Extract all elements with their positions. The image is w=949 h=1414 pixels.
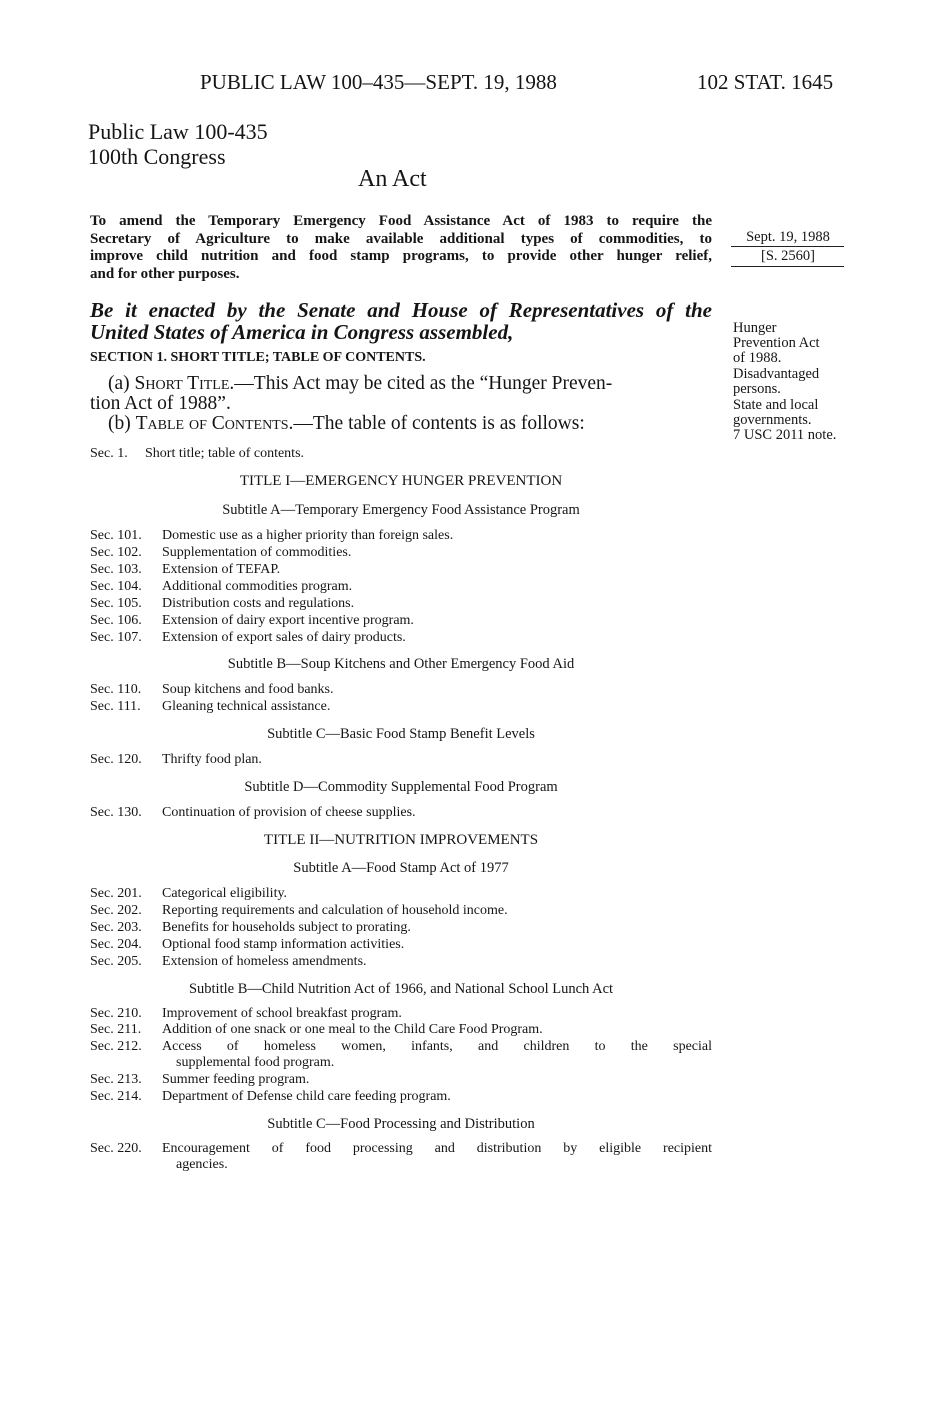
- sidebar-rule: [731, 246, 844, 247]
- toc-row: [90, 920, 411, 937]
- toc-subtitle-heading: Subtitle B—Soup Kitchens and Other Emergency Food Aid: [227, 656, 575, 672]
- toc-sec-num: Sec. 107.: [90, 630, 142, 645]
- toc-sec-num: Sec. 203.: [90, 920, 142, 935]
- margin-note-line: 7 USC 2011 note.: [733, 427, 837, 443]
- an-act-heading: An Act: [358, 166, 427, 192]
- margin-note-line: persons.: [733, 381, 781, 397]
- toc-sec-title: Short title; table of contents.: [145, 446, 305, 461]
- toc-sec-title: Extension of TEFAP.: [162, 562, 281, 577]
- toc-sec-num: Sec. 202.: [90, 903, 142, 918]
- toc-sec-title: Soup kitchens and food banks.: [162, 682, 334, 697]
- toc-row: [90, 752, 262, 769]
- toc-sec-num: Sec. 111.: [90, 699, 141, 714]
- toc-row: [90, 596, 354, 613]
- long-title-line: To amend the Temporary Emergency Food Assistance Act of 1983 to require the: [90, 213, 712, 229]
- toc-row: [90, 562, 280, 579]
- margin-note-line: governments.: [733, 412, 812, 428]
- toc-sec-title: Gleaning technical assistance.: [162, 699, 331, 714]
- toc-sec-num: Sec. 1.: [90, 446, 128, 461]
- toc-row: [90, 545, 351, 562]
- toc-sec-num: Sec. 102.: [90, 545, 142, 560]
- toc-row: [90, 1006, 402, 1023]
- toc-sec-title: Optional food stamp information activities.: [162, 937, 405, 952]
- long-title-line: and for other purposes.: [90, 265, 240, 282]
- toc-sec-title: Continuation of provision of cheese supplies.: [162, 805, 416, 820]
- long-title: [90, 213, 712, 283]
- sidebar-rule: [731, 266, 844, 267]
- toc-sec-num: Sec. 210.: [90, 1006, 142, 1021]
- toc-sec-title: Extension of export sales of dairy products.: [162, 630, 406, 645]
- toc-subtitle-heading: Subtitle A—Temporary Emergency Food Assistance Program: [222, 502, 580, 518]
- long-title-line: Secretary of Agriculture to make available additional types of commodities, to: [90, 230, 712, 247]
- toc-sec-title: Summer feeding program.: [162, 1072, 310, 1087]
- toc-row: [90, 446, 304, 463]
- toc-row: [90, 699, 330, 716]
- public-law-number: Public Law 100-435: [88, 119, 268, 144]
- toc-sec-title: Supplementation of commodities.: [162, 545, 352, 560]
- toc-sec-title: Benefits for households subject to prorating.: [162, 920, 411, 935]
- toc-sec-title: Reporting requirements and calculation of household income.: [162, 903, 508, 918]
- toc-sec-num: Sec. 201.: [90, 886, 142, 901]
- margin-note-line: Disadvantaged: [733, 366, 820, 382]
- subsection-a: [108, 373, 612, 394]
- enactment-date: Sept. 19, 1988: [746, 229, 830, 245]
- toc-subtitle-heading: Subtitle A—Food Stamp Act of 1977: [293, 860, 509, 876]
- subsection-caption: Table of Contents: [135, 413, 289, 434]
- toc-sec-title: Additional commodities program.: [162, 579, 353, 594]
- toc-sec-num: Sec. 213.: [90, 1072, 142, 1087]
- toc-row: [90, 528, 453, 545]
- bill-number: [S. 2560]: [761, 248, 815, 264]
- enacting-clause-line: Be it enacted by the Senate and House of Representatives of the: [90, 298, 712, 322]
- toc-row: [90, 579, 352, 596]
- margin-note-line: of 1988.: [733, 350, 782, 366]
- toc-subtitle-heading: Subtitle C—Basic Food Stamp Benefit Levels: [267, 726, 535, 742]
- toc-sec-num: Sec. 204.: [90, 937, 142, 952]
- toc-sec-title: Department of Defense child care feeding program.: [162, 1089, 451, 1104]
- toc-sec-num: Sec. 104.: [90, 579, 142, 594]
- toc-sec-title: Improvement of school breakfast program.: [162, 1006, 402, 1021]
- toc-row: [90, 682, 333, 699]
- toc-sec-title: Addition of one snack or one meal to the Child Care Food Program.: [162, 1022, 543, 1037]
- toc-sec-num: Sec. 214.: [90, 1089, 142, 1104]
- toc-sec-num: Sec. 212.: [90, 1039, 142, 1054]
- toc-sec-num: Sec. 106.: [90, 613, 142, 628]
- congress-number: 100th Congress: [88, 144, 226, 169]
- toc-sec-num: Sec. 103.: [90, 562, 142, 577]
- toc-row: [90, 630, 406, 647]
- subsection-a-continued: tion Act of 1988”.: [90, 393, 231, 414]
- section-heading: SECTION 1. SHORT TITLE; TABLE OF CONTENTS.: [90, 350, 426, 365]
- toc-sec-title: Access of homeless women, infants, and children to the special: [162, 1039, 712, 1054]
- toc-row: [90, 954, 367, 971]
- toc-subtitle-heading: Subtitle D—Commodity Supplemental Food Program: [244, 779, 558, 795]
- toc-sec-num: Sec. 105.: [90, 596, 142, 611]
- toc-sec-title: Encouragement of food processing and distribution by eligible recipient: [162, 1141, 712, 1156]
- long-title-line: improve child nutrition and food stamp programs, to provide other hunger relief,: [90, 248, 712, 264]
- toc-row: [90, 1089, 451, 1106]
- toc-row: [90, 1039, 712, 1056]
- toc-row: [90, 1072, 309, 1089]
- toc-sec-num: Sec. 220.: [90, 1141, 142, 1156]
- margin-note-line: State and local: [733, 397, 819, 413]
- toc-subtitle-heading: Subtitle B—Child Nutrition Act of 1966, and National School Lunch Act: [188, 981, 614, 997]
- subsection-label: (a): [108, 373, 135, 394]
- margin-note-line: Prevention Act: [733, 335, 820, 351]
- toc-row: [90, 1141, 712, 1158]
- toc-sec-num: Sec. 211.: [90, 1022, 142, 1037]
- toc-row: [90, 805, 416, 822]
- subsection-label: (b): [108, 413, 136, 434]
- toc-sec-title: Thrifty food plan.: [162, 752, 262, 767]
- toc-row: [90, 937, 404, 954]
- margin-note-line: Hunger: [733, 320, 777, 336]
- toc-sec-num: Sec. 130.: [90, 805, 142, 820]
- toc-sec-title: Extension of homeless amendments.: [162, 954, 367, 969]
- toc-sec-num: Sec. 110.: [90, 682, 142, 697]
- running-header: PUBLIC LAW 100–435—SEPT. 19, 1988: [200, 70, 557, 94]
- toc-row-continued: supplemental food program.: [176, 1055, 335, 1070]
- subsection-text: .—The table of contents is as follows:: [288, 413, 585, 434]
- toc-sec-title: Domestic use as a higher priority than foreign sales.: [162, 528, 454, 543]
- toc-sec-title: Distribution costs and regulations.: [162, 596, 355, 611]
- enacting-clause: [90, 299, 712, 343]
- statute-page-number: 102 STAT. 1645: [697, 70, 834, 94]
- toc-sec-num: Sec. 205.: [90, 954, 142, 969]
- subsection-text: .—This Act may be cited as the “Hunger Preven-: [229, 373, 613, 394]
- toc-title-heading: TITLE II—NUTRITION IMPROVEMENTS: [263, 832, 539, 848]
- toc-row-continued: agencies.: [176, 1157, 228, 1172]
- subsection-b: [108, 413, 585, 434]
- toc-row: [90, 613, 414, 630]
- toc-sec-title: Extension of dairy export incentive program.: [162, 613, 414, 628]
- enacting-clause-line: United States of America in Congress assembled,: [90, 320, 514, 344]
- toc-sec-num: Sec. 101.: [90, 528, 142, 543]
- subsection-caption: Short Title: [134, 373, 230, 394]
- toc-row: [90, 903, 508, 920]
- toc-row: [90, 1022, 543, 1039]
- toc-title-heading: TITLE I—EMERGENCY HUNGER PREVENTION: [239, 473, 563, 489]
- toc-sec-num: Sec. 120.: [90, 752, 142, 767]
- toc-row: [90, 886, 287, 903]
- toc-subtitle-heading: Subtitle C—Food Processing and Distribution: [267, 1116, 535, 1132]
- toc-sec-title: Categorical eligibility.: [162, 886, 288, 901]
